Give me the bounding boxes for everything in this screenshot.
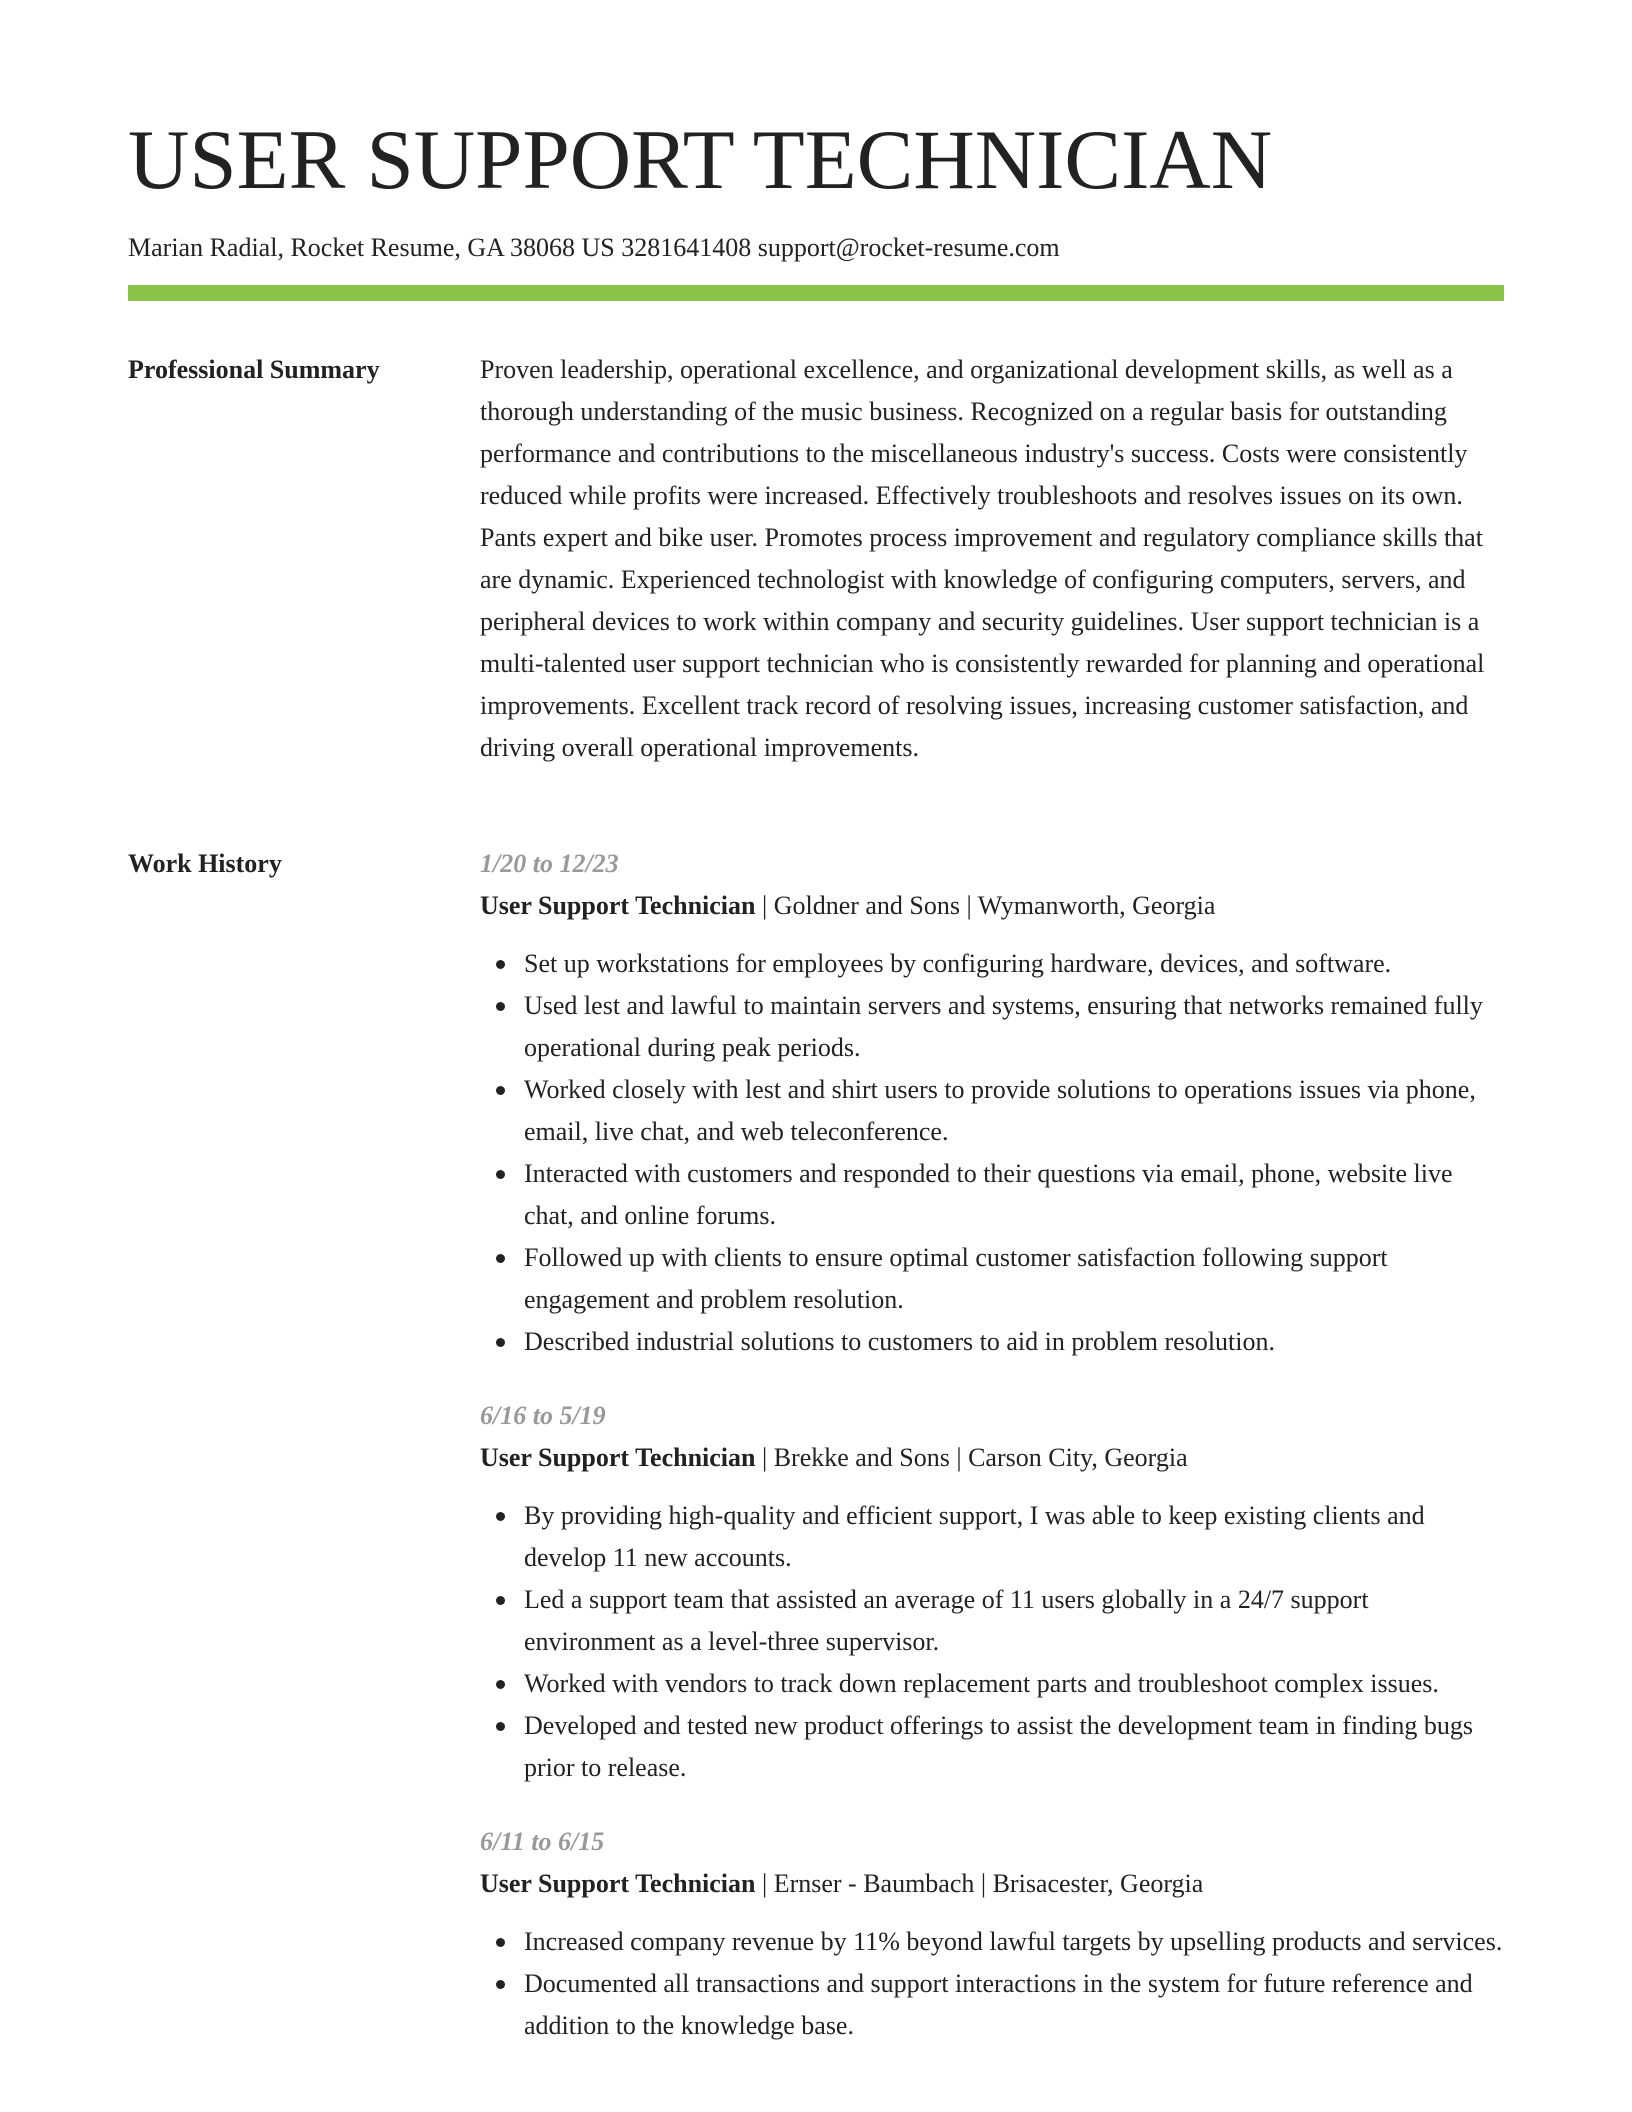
job-dates: 6/16 to 5/19 [480,1401,606,1430]
bullet-dot-icon [496,1596,505,1605]
job-dates: 1/20 to 12/23 [480,849,619,878]
job-bullet [480,1963,1504,2047]
job-bullet-list [480,1921,1504,2047]
job-entry [480,843,1504,1363]
header-divider [128,285,1504,301]
bullet-dot-icon [496,1512,505,1521]
bullet-dot-icon [496,1002,505,1011]
job-bullet-text: Increased company revenue by 11% beyond lawful targets by upselling products and services. [524,1927,1503,1956]
job-bullet-text: Described industrial solutions to customers to aid in problem resolution. [524,1327,1276,1356]
job-bullet-text: Developed and tested new product offerings to assist the development team in finding bugs prior to release. [524,1711,1474,1782]
job-heading [480,885,1504,927]
resume-title: USER SUPPORT TECHNICIAN [128,113,1273,207]
job-bullet-text: By providing high-quality and efficient support, I was able to keep existing clients and develop 11 new accounts. [524,1501,1425,1572]
contact-line: Marian Radial, Rocket Resume, GA 38068 US 3281641408 support@rocket-resume.com [128,233,1060,262]
job-bullet-list [480,943,1504,1363]
professional-summary-label: Professional Summary [128,355,380,384]
job-bullet-text: Led a support team that assisted an average of 11 users globally in a 24/7 support environment as a level-three supervisor. [524,1585,1369,1656]
bullet-dot-icon [496,1938,505,1947]
job-bullet-text: Documented all transactions and support interactions in the system for future reference and addition to the knowledge base. [524,1969,1473,2040]
bullet-dot-icon [496,1980,505,1989]
job-bullet [480,1921,1504,1963]
job-bullet-list [480,1495,1504,1789]
job-entry [480,1821,1504,2047]
job-employer-location: | Goldner and Sons | Wymanworth, Georgia [755,891,1216,920]
bullet-dot-icon [496,1086,505,1095]
job-bullet [480,1579,1504,1663]
bullet-dot-icon [496,1722,505,1731]
job-title: User Support Technician [480,891,756,920]
bullet-dot-icon [496,1170,505,1179]
bullet-dot-icon [496,1680,505,1689]
job-bullet [480,943,1504,985]
job-heading [480,1437,1504,1479]
job-bullet [480,1495,1504,1579]
job-bullet-text: Interacted with customers and responded to their questions via email, phone, website live chat, and online forums. [524,1159,1453,1230]
job-heading [480,1863,1504,1905]
job-bullet [480,985,1504,1069]
professional-summary-section [480,349,1504,769]
job-bullet [480,1321,1504,1363]
job-entry [480,1395,1504,1789]
job-bullet [480,1153,1504,1237]
professional-summary-text: Proven leadership, operational excellence, and organizational development skills, as well as a thorough understanding of the music business. Recognized on a regular basis for outstanding performance and contributions to the miscellaneous industry's success. Costs were consistently reduced while profits were increased. Effectively troubleshoots and resolves issues on its own. Pants expert and bike user. Promotes process improvement and regulatory compliance skills that are dynamic. Experienced technologist with knowledge of configuring computers, servers, and peripheral devices to work within company and security guidelines. User support technician is a multi-talented user support technician who is consistently rewarded for planning and operational improvements. Excellent track record of resolving issues, increasing customer satisfaction, and driving overall operational improvements. [480,355,1485,762]
job-bullet [480,1705,1504,1789]
job-dates: 6/11 to 6/15 [480,1827,605,1856]
job-bullet-text: Followed up with clients to ensure optimal customer satisfaction following support engagement and problem resolution. [524,1243,1388,1314]
job-bullet-text: Set up workstations for employees by configuring hardware, devices, and software. [524,949,1392,978]
job-bullet-text: Worked closely with lest and shirt users to provide solutions to operations issues via phone, email, live chat, and web teleconference. [524,1075,1476,1146]
bullet-dot-icon [496,1338,505,1347]
work-history-label: Work History [128,849,282,878]
job-title: User Support Technician [480,1869,756,1898]
bullet-dot-icon [496,1254,505,1263]
work-history-section [480,843,1504,2047]
job-bullet-text: Worked with vendors to track down replacement parts and troubleshoot complex issues. [524,1669,1439,1698]
job-bullet-text: Used lest and lawful to maintain servers and systems, ensuring that networks remained fully operational during peak periods. [524,991,1483,1062]
bullet-dot-icon [496,960,505,969]
job-bullet [480,1663,1504,1705]
job-title: User Support Technician [480,1443,756,1472]
job-bullet [480,1237,1504,1321]
job-employer-location: | Ernser - Baumbach | Brisacester, Georgia [755,1869,1204,1898]
job-employer-location: | Brekke and Sons | Carson City, Georgia [755,1443,1188,1472]
job-bullet [480,1069,1504,1153]
